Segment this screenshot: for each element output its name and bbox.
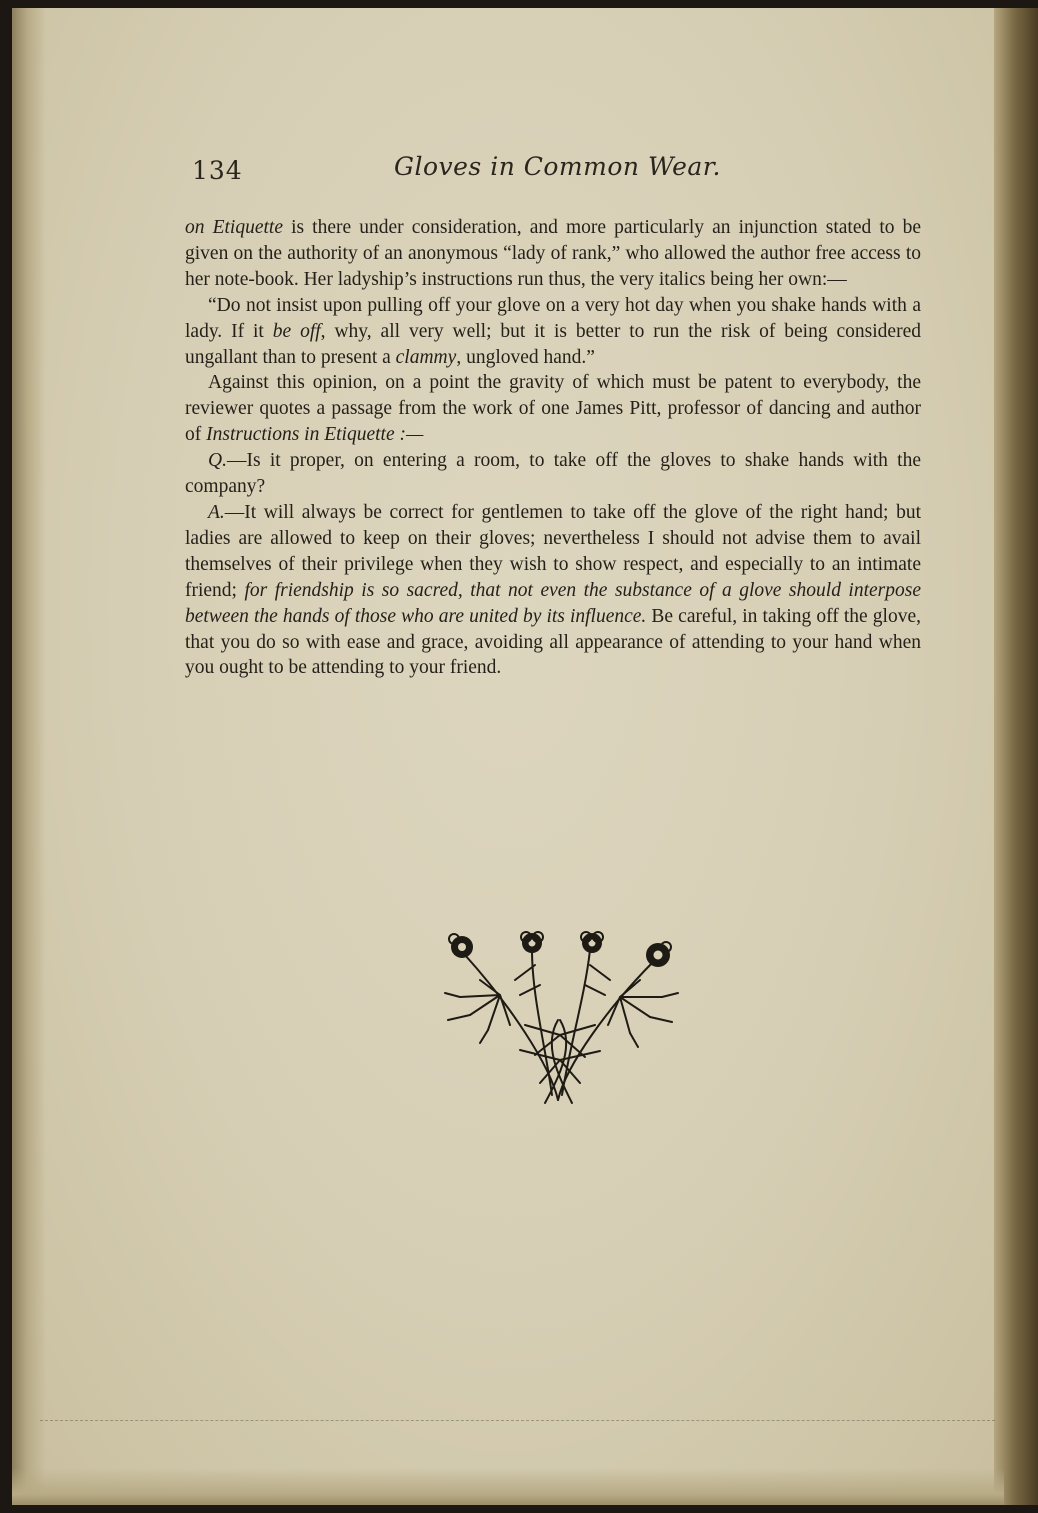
paragraph-5-answer	[185, 500, 921, 681]
text-run: Be careful, in taking off the glove, that you do so with ease and grace, avoiding all appearance of attending to your hand when you ought to be attending to your friend.	[185, 605, 921, 679]
text-run: —Is it proper, on entering a room, to take off the gloves to shake hands with the company?	[185, 450, 921, 498]
text-run: , why, all very well; but it is better to run the risk of being considered ungallant than to present a	[185, 320, 921, 368]
italic-text: clammy	[395, 346, 457, 368]
italic-text: Instructions in Etiquette :—	[206, 424, 424, 446]
page-right-edge	[994, 8, 1038, 1505]
italic-text: A.	[208, 501, 225, 523]
text-run: is there under consideration, and more particularly an injunction stated to be given on the authority of an anonymous “lady of rank,” who allowed the author free access to her note-book. Her ladyship’s instructions run thus, the very italics being her own:—	[185, 217, 921, 290]
running-title: Gloves in Common Wear.	[394, 152, 721, 181]
body-text	[185, 215, 921, 681]
paragraph-3	[185, 370, 921, 448]
text-run: Against this opinion, on a point the gravity of which must be patent to everybody, the reviewer quotes a passage from the work of one James Pitt, professor of dancing and author of	[185, 372, 921, 446]
page-gutter-shadow	[12, 8, 46, 1505]
running-head	[186, 150, 921, 190]
italic-text: on Etiquette	[185, 217, 283, 238]
paragraph-2	[185, 293, 921, 371]
paragraph-1	[185, 215, 921, 293]
page-bottom-rule	[40, 1420, 995, 1422]
page-bottom-edge	[12, 1468, 1004, 1505]
italic-text: Q.	[208, 450, 227, 472]
italic-text: for friendship is so sacred, that not even the substance of a glove should interpose between the hands of those who are united by its influence.	[185, 579, 921, 627]
text-run: “Do not insist upon pulling off your glove on a very hot day when you shake hands with a lady. If it	[185, 294, 921, 342]
floral-buttercup-tailpiece-icon	[440, 925, 685, 1105]
paragraph-4-question	[185, 448, 921, 500]
text-run: —It will always be correct for gentlemen to take off the glove of the right hand; but ladies are allowed to keep on their gloves; nevertheless I should not advise them to avail themselves of their privilege when they wish to show respect, and especially to an intimate friend;	[185, 501, 921, 601]
text-run: , ungloved hand.”	[456, 346, 595, 368]
italic-text: be off	[272, 320, 321, 342]
page-number: 134	[192, 156, 243, 185]
